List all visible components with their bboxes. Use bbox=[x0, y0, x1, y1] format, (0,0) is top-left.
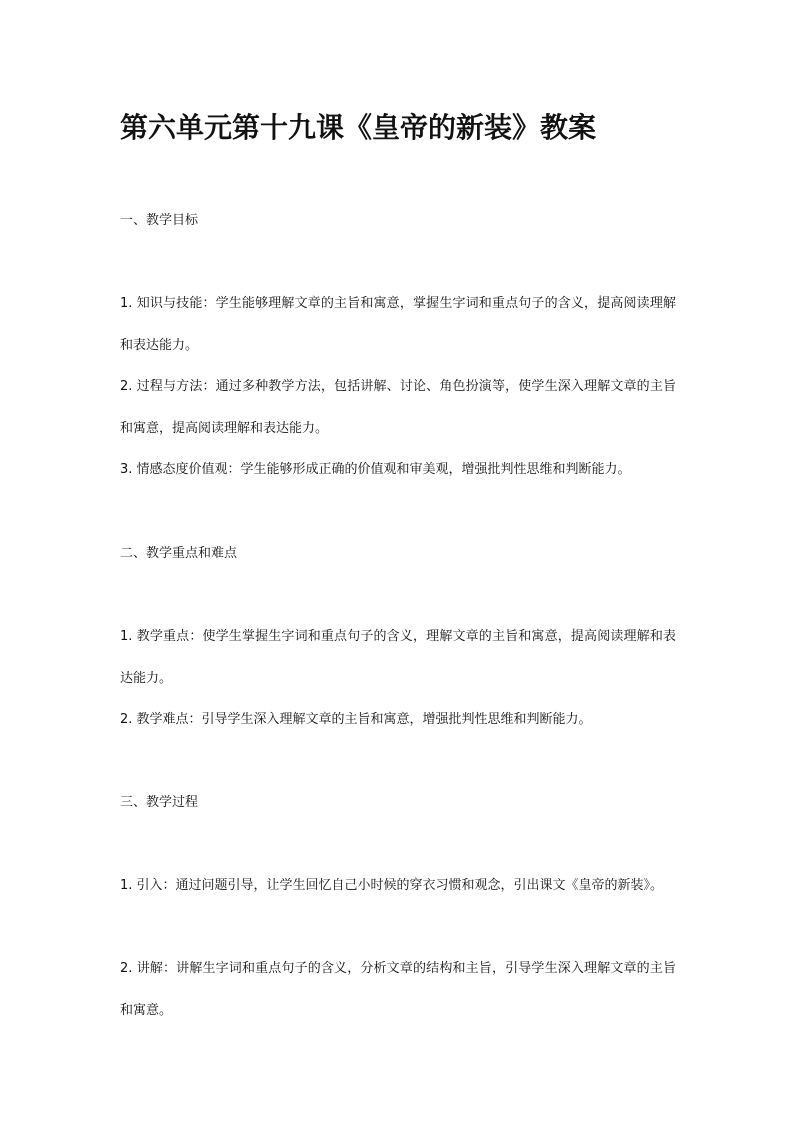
goal-item-values: 3. 情感态度价值观：学生能够形成正确的价值观和审美观，增强批判性思维和判断能力。 bbox=[120, 462, 631, 477]
section-heading-teaching-goals: 一、教学目标 bbox=[120, 213, 199, 228]
document-title: 第六单元第十九课《皇帝的新装》教案 bbox=[120, 111, 597, 144]
goal-item-knowledge-skills: 1. 知识与技能：学生能够理解文章的主旨和寓意，掌握生字词和重点句子的含义，提高阅读理解和表达能力。 bbox=[120, 296, 676, 353]
section-heading-teaching-process: 三、教学过程 bbox=[120, 795, 199, 810]
key-point-item-difficulty: 2. 教学难点：引导学生深入理解文章的主旨和寓意，增强批判性思维和判断能力。 bbox=[120, 712, 592, 727]
process-item-introduction: 1. 引入：通过问题引导，让学生回忆自己小时候的穿衣习惯和观念，引出课文《皇帝的新装》。 bbox=[120, 878, 664, 893]
key-point-item-focus: 1. 教学重点：使学生掌握生字词和重点句子的含义，理解文章的主旨和寓意，提高阅读理解和表达能力。 bbox=[120, 629, 676, 686]
goal-item-process-methods: 2. 过程与方法：通过多种教学方法，包括讲解、讨论、角色扮演等，使学生深入理解文章的主旨和寓意，提高阅读理解和表达能力。 bbox=[120, 379, 676, 436]
section-heading-key-points: 二、教学重点和难点 bbox=[120, 546, 238, 561]
process-item-explanation: 2. 讲解：讲解生字词和重点句子的含义，分析文章的结构和主旨，引导学生深入理解文章的主旨和寓意。 bbox=[120, 961, 676, 1018]
